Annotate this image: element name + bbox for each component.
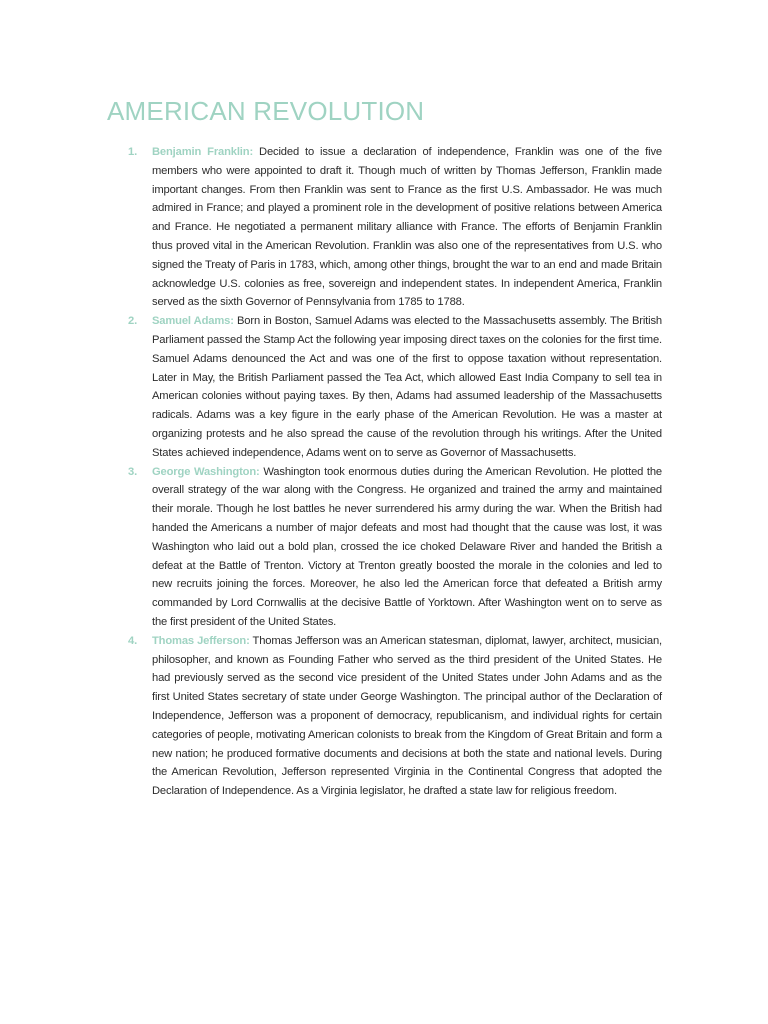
list-item (128, 463, 662, 632)
list-item (128, 632, 662, 801)
item-text: Washington took enormous duties during the American Revolution. He plotted the overall strategy of the war along with the Congress. He organized and trained the army and maintained their morale. Though he lost battles he never surrendered his army during the war. When the British had handed the Americans a number of major defeats and most had thought that the cause was lost, it was Washington who laid out a bold plan, crossed the ice choked Delaware River and handed the British a defeat at the Battle of Trenton. Victory at Trenton greatly boosted the morale in the colonies and led to new recruits joining the forces. Moreover, he also led the American force that defeated a British army commanded by Lord Cornwallis at the decisive Battle of Yorktown. After Washington went on to serve as the first president of the United States. (152, 465, 662, 628)
figures-list (128, 143, 662, 801)
item-text: Thomas Jefferson was an American statesman, diplomat, lawyer, architect, musician, philosopher, and known as Founding Father who served as the third president of the United States. He had previously served as the second vice president of the United States under John Adams and as the first United States secretary of state under George Washington. The principal author of the Declaration of Independence, Jefferson was a proponent of democracy, republicanism, and individual rights for certain categories of people, motivating American colonists to break from the Kingdom of Great Britain and form a new nation; he produced formative documents and decisions at both the state and national levels. During the American Revolution, Jefferson represented Virginia in the Continental Congress that adopted the Declaration of Independence. As a Virginia legislator, he drafted a state law for religious freedom. (152, 634, 662, 798)
item-number: 3. (128, 465, 138, 478)
item-name: Samuel Adams: (152, 315, 234, 328)
item-number: 2. (128, 315, 138, 328)
item-name: George Washington: (152, 465, 260, 478)
item-number: 4. (128, 634, 138, 647)
page-title: AMERICAN REVOLUTION (107, 96, 425, 126)
item-text: Born in Boston, Samuel Adams was elected to the Massachusetts assembly. The British Parliament passed the Stamp Act the following year imposing direct taxes on the colonies for the first time. Samuel Adams denounced the Act and was one of the first to oppose taxation without representation. Later in May, the British Parliament passed the Tea Act, which allowed East India Company to sell tea in American colonies without paying taxes. By then, Adams had assumed leadership of the Massachusetts radicals. Adams was a key figure in the early phase of the American Revolution. He was a master at organizing protests and he also spread the cause of the revolution through his writings. After the United States achieved independence, Adams went on to serve as Governor of Massachusetts. (152, 315, 662, 459)
item-text: Decided to issue a declaration of independence, Franklin was one of the five members who were appointed to draft it. Though much of written by Thomas Jefferson, Franklin made important changes. From then Franklin was sent to France as the first U.S. Ambassador. He was much admired in France; and played a prominent role in the development of positive relations between America and France. He negotiated a permanent military alliance with France. The efforts of Benjamin Franklin thus proved vital in the American Revolution. Franklin was also one of the representatives from U.S. who signed the Treaty of Paris in 1783, which, among other things, brought the war to an end and made Britain acknowledge U.S. colonies as free, sovereign and independent states. In independent America, Franklin served as the sixth Governor of Pennsylvania from 1785 to 1788. (152, 146, 662, 309)
item-number: 1. (128, 146, 138, 158)
item-name: Benjamin Franklin: (152, 146, 254, 158)
item-name: Thomas Jefferson: (152, 634, 250, 647)
list-item (128, 143, 662, 312)
list-item (128, 312, 662, 462)
